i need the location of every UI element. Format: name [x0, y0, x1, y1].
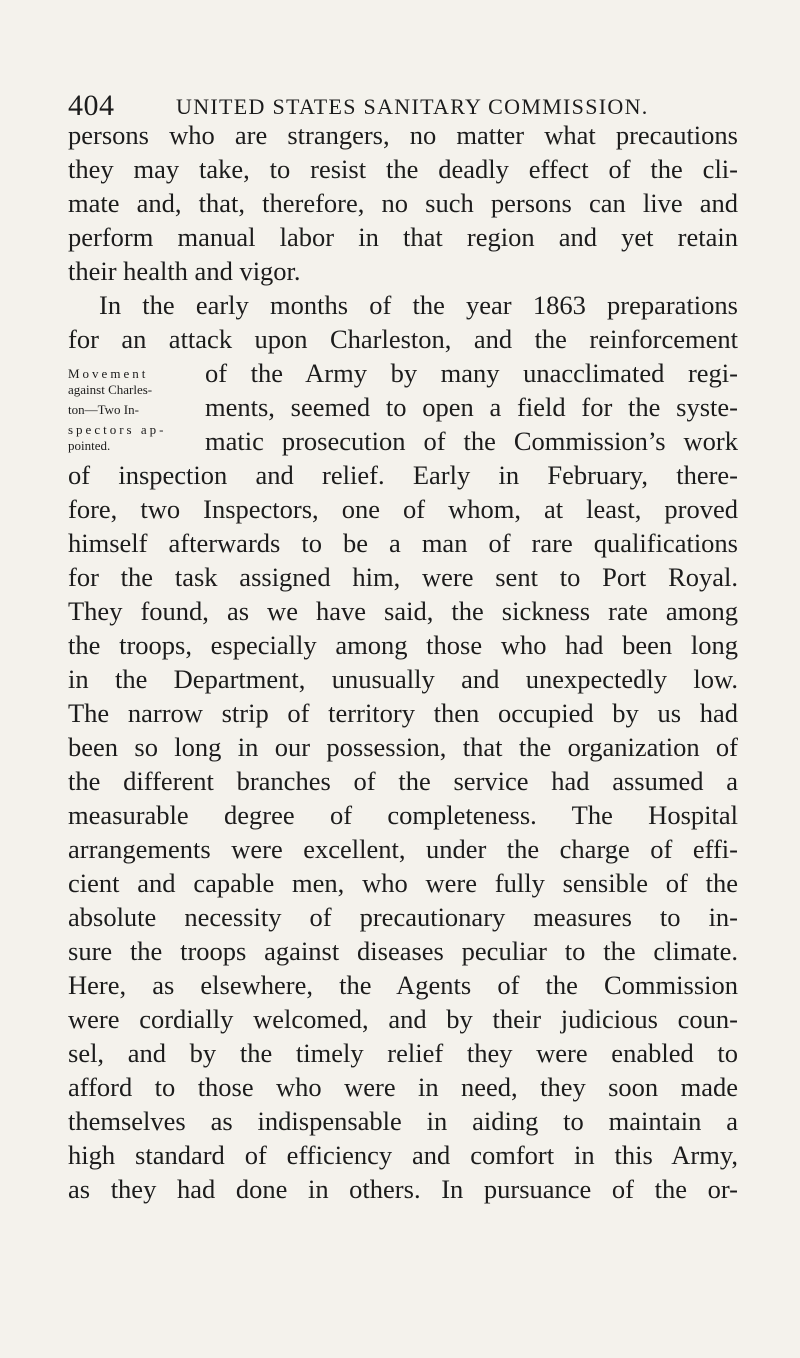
page-number: 404	[68, 89, 115, 122]
text-line: perform manual labor in that region and yet retain	[68, 222, 738, 252]
margin-note-line: Movement	[68, 366, 149, 381]
text-line: were cordially welcomed, and by their judicious coun-	[68, 1004, 738, 1034]
text-line: high standard of efficiency and comfort in this Army,	[68, 1140, 738, 1170]
text-line: They found, as we have said, the sickness rate among	[68, 596, 738, 626]
text-line: matic prosecution of the Commission’s work	[205, 426, 738, 456]
text-line: of the Army by many unacclimated regi-	[205, 358, 738, 388]
text-line: their health and vigor.	[68, 256, 301, 286]
text-line: cient and capable men, who were fully sensible of the	[68, 868, 738, 898]
text-line: been so long in our possession, that the organization of	[68, 732, 738, 762]
text-line: arrangements were excellent, under the charge of effi-	[68, 834, 738, 864]
text-line: the troops, especially among those who had been long	[68, 630, 738, 660]
text-line: as they had done in others. In pursuance of the or-	[68, 1174, 738, 1204]
margin-note-line: against Charles-	[68, 382, 153, 397]
text-line: sel, and by the timely relief they were enabled to	[68, 1038, 738, 1068]
text-line: mate and, that, therefore, no such persons can live and	[68, 188, 738, 218]
text-line: of inspection and relief. Early in February, there-	[68, 460, 738, 490]
text-line: Here, as elsewhere, the Agents of the Commission	[68, 970, 738, 1000]
margin-note-line: ton—Two In-	[68, 402, 139, 417]
margin-note-line: spectors ap-	[68, 422, 167, 437]
text-line: the different branches of the service had assumed a	[68, 766, 738, 796]
text-line: himself afterwards to be a man of rare qualifications	[68, 528, 738, 558]
text-line: In the early months of the year 1863 preparations	[99, 290, 738, 320]
text-line: for an attack upon Charleston, and the reinforcement	[68, 324, 738, 354]
text-line: in the Department, unusually and unexpectedly low.	[68, 664, 738, 694]
text-line: sure the troops against diseases peculiar to the climate.	[68, 936, 738, 966]
running-head: UNITED STATES SANITARY COMMISSION.	[176, 94, 649, 119]
text-line: measurable degree of completeness. The Hospital	[68, 800, 738, 830]
text-line: The narrow strip of territory then occupied by us had	[68, 698, 738, 728]
text-line: for the task assigned him, were sent to Port Royal.	[68, 562, 738, 592]
text-line: fore, two Inspectors, one of whom, at least, proved	[68, 494, 738, 524]
text-line: themselves as indispensable in aiding to maintain a	[68, 1106, 738, 1136]
text-line: afford to those who were in need, they soon made	[68, 1072, 738, 1102]
text-line: ments, seemed to open a field for the syste-	[205, 392, 738, 422]
text-line: persons who are strangers, no matter what precautions	[68, 120, 738, 150]
text-line: absolute necessity of precautionary measures to in-	[68, 902, 738, 932]
margin-note-line: pointed.	[68, 438, 111, 453]
text-line: they may take, to resist the deadly effect of the cli-	[68, 154, 738, 184]
